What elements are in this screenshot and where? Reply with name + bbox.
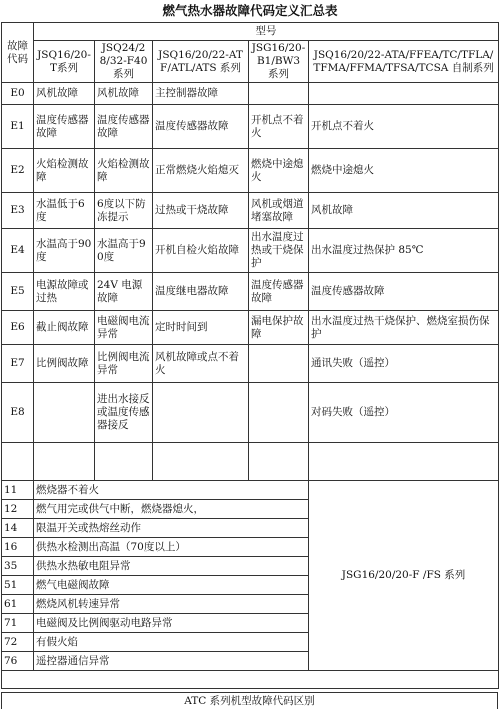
fault-code: E1 [2, 105, 34, 149]
fault-description: 漏电保护故障 [249, 311, 309, 345]
fault-description: 电源故障或过热 [34, 273, 95, 311]
empty-cell [95, 443, 153, 481]
fault-description [309, 83, 499, 105]
table-row [2, 229, 499, 273]
model-header: JSQ16/20/22-ATA/FFEA/TC/TFLA/TFMA/FFMA/TFSA/TCSA 自制系列 [309, 41, 499, 83]
model-header: JSQ16/20/22-ATF/ATL/ATS 系列 [153, 41, 249, 83]
fault-description: 火焰检测故障 [95, 149, 153, 193]
fault-description: 风机故障 [95, 83, 153, 105]
fault-description: 开机点不着火 [309, 105, 499, 149]
empty-cell [249, 443, 309, 481]
fault-description [153, 383, 249, 443]
fault-description: 风机或烟道堵塞故障 [249, 193, 309, 229]
fault-description [34, 383, 95, 443]
fault-description: 比例阀故障 [34, 345, 95, 383]
fault-code: E6 [2, 311, 34, 345]
fault-description: 遥控器通信异常 [34, 652, 309, 671]
table-row [2, 311, 499, 345]
fault-code: 61 [2, 595, 34, 614]
empty-cell [2, 671, 499, 689]
fault-description: 温度继电器故障 [153, 273, 249, 311]
fault-code: 76 [2, 652, 34, 671]
fault-description: 限温开关或热熔丝动作 [34, 519, 309, 538]
fault-description: 进出水接反或温度传感器接反 [95, 383, 153, 443]
fault-description: 电磁阀电流异常 [95, 311, 153, 345]
fault-description: 供热水检测出高温（70度以上） [34, 538, 309, 557]
fault-code: 11 [2, 481, 34, 500]
fault-description: 风机故障或点不着火 [153, 345, 249, 383]
fault-description: 燃烧中途熄火 [309, 149, 499, 193]
fault-description: 24V 电源故障 [95, 273, 153, 311]
fault-description: 出水温度过热保护 85℃ [309, 229, 499, 273]
fault-description: 燃烧器不着火 [34, 481, 309, 500]
table-row [2, 671, 499, 689]
header-model-label: 型号 [34, 23, 499, 41]
fault-description: 温度传感器故障 [309, 273, 499, 311]
fault-description: 燃烧中途熄火 [249, 149, 309, 193]
fault-code: E2 [2, 149, 34, 193]
table-row [2, 193, 499, 229]
fault-description: 有假火焰 [34, 633, 309, 652]
fault-description: 温度传感器故障 [95, 105, 153, 149]
fault-description: 温度传感器故障 [34, 105, 95, 149]
fault-code: 71 [2, 614, 34, 633]
fault-code: 12 [2, 500, 34, 519]
table-row [2, 83, 499, 105]
fault-description: 温度传感器故障 [153, 105, 249, 149]
fault-description: 燃烧风机转速异常 [34, 595, 309, 614]
fault-description: 通讯失败（遥控） [309, 345, 499, 383]
fault-description: 截止阀故障 [34, 311, 95, 345]
fault-description: 主控制器故障 [153, 83, 249, 105]
model-header: JSQ16/20-T系列 [34, 41, 95, 83]
footer-caption: ATC 系列机型故障代码区别 [1, 692, 498, 710]
fault-code: E3 [2, 193, 34, 229]
empty-cell [2, 443, 34, 481]
table-row [2, 383, 499, 443]
fault-description [249, 345, 309, 383]
fault-description: 开机点不着火 [249, 105, 309, 149]
empty-cell [153, 443, 249, 481]
table-row [2, 345, 499, 383]
series-label: JSG16/20/20-F /FS 系列 [309, 481, 499, 671]
fault-description: 定时时间到 [153, 311, 249, 345]
fault-description: 供热水热敏电阻异常 [34, 557, 309, 576]
fault-code: E5 [2, 273, 34, 311]
fault-description: 出水温度过热或干烧保护 [249, 229, 309, 273]
fault-description: 风机故障 [309, 193, 499, 229]
fault-description: 火焰检测故障 [34, 149, 95, 193]
fault-code-table [1, 22, 499, 689]
fault-description: 燃气电磁阀故障 [34, 576, 309, 595]
fault-code: 51 [2, 576, 34, 595]
fault-code: E8 [2, 383, 34, 443]
fault-description: 电磁阀及比例阀驱动电路异常 [34, 614, 309, 633]
fault-description [249, 383, 309, 443]
fault-code: 16 [2, 538, 34, 557]
empty-cell [34, 443, 95, 481]
fault-description [249, 83, 309, 105]
fault-description: 水温高于90度 [95, 229, 153, 273]
table-row [2, 273, 499, 311]
fault-code: 14 [2, 519, 34, 538]
fault-code: E4 [2, 229, 34, 273]
fault-description: 燃气用完或供气中断，燃烧器熄火， [34, 500, 309, 519]
fault-description: 对码失败（遥控） [309, 383, 499, 443]
empty-cell [309, 443, 499, 481]
fault-code: 72 [2, 633, 34, 652]
fault-code: E7 [2, 345, 34, 383]
table-row [2, 149, 499, 193]
fault-description: 比例阀电流异常 [95, 345, 153, 383]
fault-description: 正常燃烧火焰熄灭 [153, 149, 249, 193]
table-row [2, 481, 499, 500]
header-code-label: 故障代码 [2, 23, 34, 83]
fault-code: 35 [2, 557, 34, 576]
fault-description: 水温低于6度 [34, 193, 95, 229]
fault-description: 温度传感器故障 [249, 273, 309, 311]
table-row [2, 105, 499, 149]
page-title: 燃气热水器故障代码定义汇总表 [162, 3, 338, 18]
fault-description: 出水温度过热干烧保护、燃烧室损伤保护 [309, 311, 499, 345]
model-header: JSG16/20-B1/BW3 系列 [249, 41, 309, 83]
fault-description: 过热或干烧故障 [153, 193, 249, 229]
fault-description: 开机自检火焰故障 [153, 229, 249, 273]
fault-description: 6度以下防冻提示 [95, 193, 153, 229]
model-header: JSQ24/28/32-F40 系列 [95, 41, 153, 83]
fault-description: 水温高于90度 [34, 229, 95, 273]
fault-description: 风机故障 [34, 83, 95, 105]
table-row [2, 443, 499, 481]
fault-code: E0 [2, 83, 34, 105]
